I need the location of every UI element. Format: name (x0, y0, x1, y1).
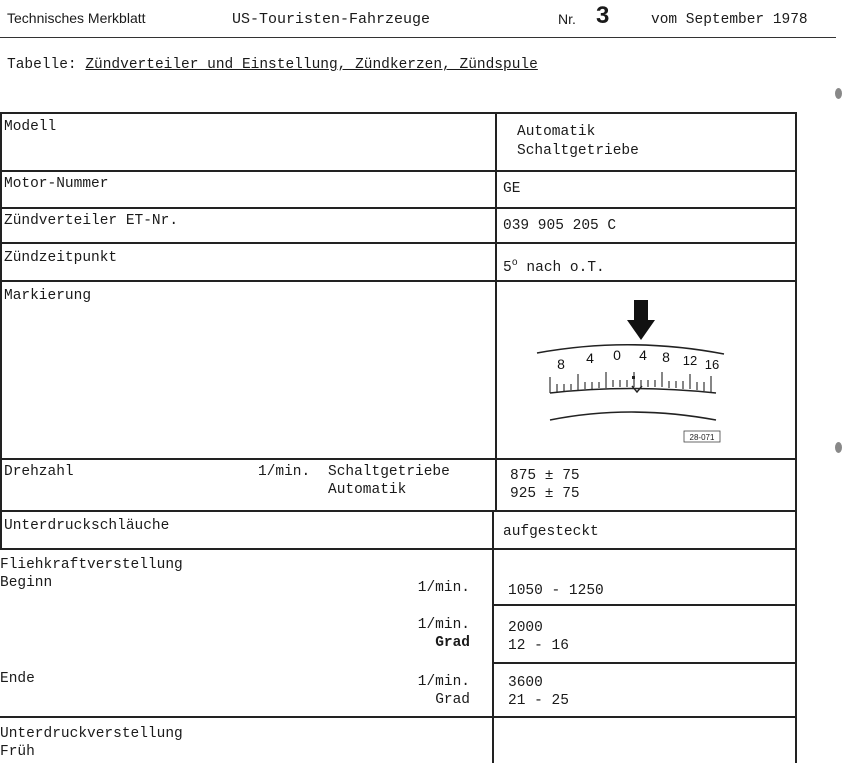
beginn-value: 1050 - 1250 (508, 583, 604, 599)
label-modell: Modell (4, 119, 57, 135)
scale-tick-label: 0 (613, 347, 621, 363)
scale-tick-label: 16 (704, 357, 720, 372)
table-title (7, 57, 538, 73)
scale-tick-label: 4 (586, 350, 594, 366)
scale-tick-label: 4 (639, 347, 647, 363)
doc-header-center: US-Touristen-Fahrzeuge (232, 11, 431, 28)
ende-value-rpm: 3600 (508, 675, 543, 691)
doc-number-label: Nr. (558, 11, 576, 27)
scan-hole-mark (835, 88, 842, 99)
table-title-prefix: Tabelle: (7, 57, 86, 73)
label-beginn: Beginn (0, 575, 53, 591)
header-rule (0, 37, 836, 38)
label-fliehkraftverstellung: Fliehkraftverstellung (0, 557, 183, 573)
value-zuendverteiler: 039 905 205 C (503, 218, 617, 234)
drehzahl-sub-schaltgetriebe: Schaltgetriebe (328, 464, 450, 480)
value-modell-automatik: Automatik (517, 124, 596, 140)
drehzahl-value-automatik: 925 ± 75 (510, 486, 580, 502)
scale-baseline (550, 389, 716, 394)
timing-mark-diagram (520, 296, 730, 446)
ende-unit-grad: Grad (435, 692, 470, 708)
mid-unit-rpm: 1/min. (417, 617, 470, 633)
label-markierung: Markierung (4, 288, 92, 304)
drehzahl-unit: 1/min. (258, 464, 311, 480)
label-ende: Ende (0, 671, 35, 687)
table-title-subject: Zündverteiler und Einstellung, Zündkerzen, Zündspule (85, 57, 538, 73)
label-frueh: Früh (0, 744, 35, 760)
ende-unit-rpm: 1/min. (417, 674, 470, 690)
scale-tick-label: 8 (557, 356, 565, 372)
scale-lower-arc (550, 412, 716, 420)
mid-value-grad: 12 - 16 (508, 638, 569, 654)
doc-number: 3 (596, 2, 610, 29)
value-zuendzeitpunkt-rest: nach o.T. (526, 259, 605, 276)
value-zuendzeitpunkt-deg: 5 (503, 259, 512, 276)
label-unterdruckschlaeuche: Unterdruckschläuche (4, 518, 170, 534)
drehzahl-value-schaltgetriebe: 875 ± 75 (510, 468, 580, 484)
pointer-arrow-icon (627, 300, 655, 340)
label-motor-nummer: Motor-Nummer (4, 176, 109, 192)
scale-tick-label: 8 (662, 349, 670, 365)
scan-hole-mark (835, 442, 842, 453)
label-drehzahl: Drehzahl (4, 464, 74, 480)
figure-code: 28-071 (689, 433, 715, 442)
drehzahl-sub-automatik: Automatik (328, 482, 407, 498)
scale-dot (632, 376, 635, 379)
label-unterdruckverstellung: Unterdruckverstellung (0, 726, 183, 742)
beginn-unit: 1/min. (417, 580, 470, 596)
value-motor-nummer: GE (503, 181, 521, 197)
doc-date: vom September 1978 (651, 12, 808, 28)
value-modell-schaltgetriebe: Schaltgetriebe (517, 143, 639, 159)
label-zuendzeitpunkt: Zündzeitpunkt (4, 250, 118, 266)
ende-value-grad: 21 - 25 (508, 693, 569, 709)
label-zuendverteiler: Zündverteiler ET-Nr. (4, 213, 179, 229)
scale-tick-label: 12 (682, 353, 698, 368)
value-unterdruckschlaeuche: aufgesteckt (503, 524, 599, 540)
doc-header-left: Technisches Merkblatt (7, 10, 146, 26)
mid-value-rpm: 2000 (508, 620, 543, 636)
value-zuendzeitpunkt: 5$^o$ nach o.T. (503, 258, 605, 276)
mid-unit-grad: Grad (435, 635, 470, 651)
